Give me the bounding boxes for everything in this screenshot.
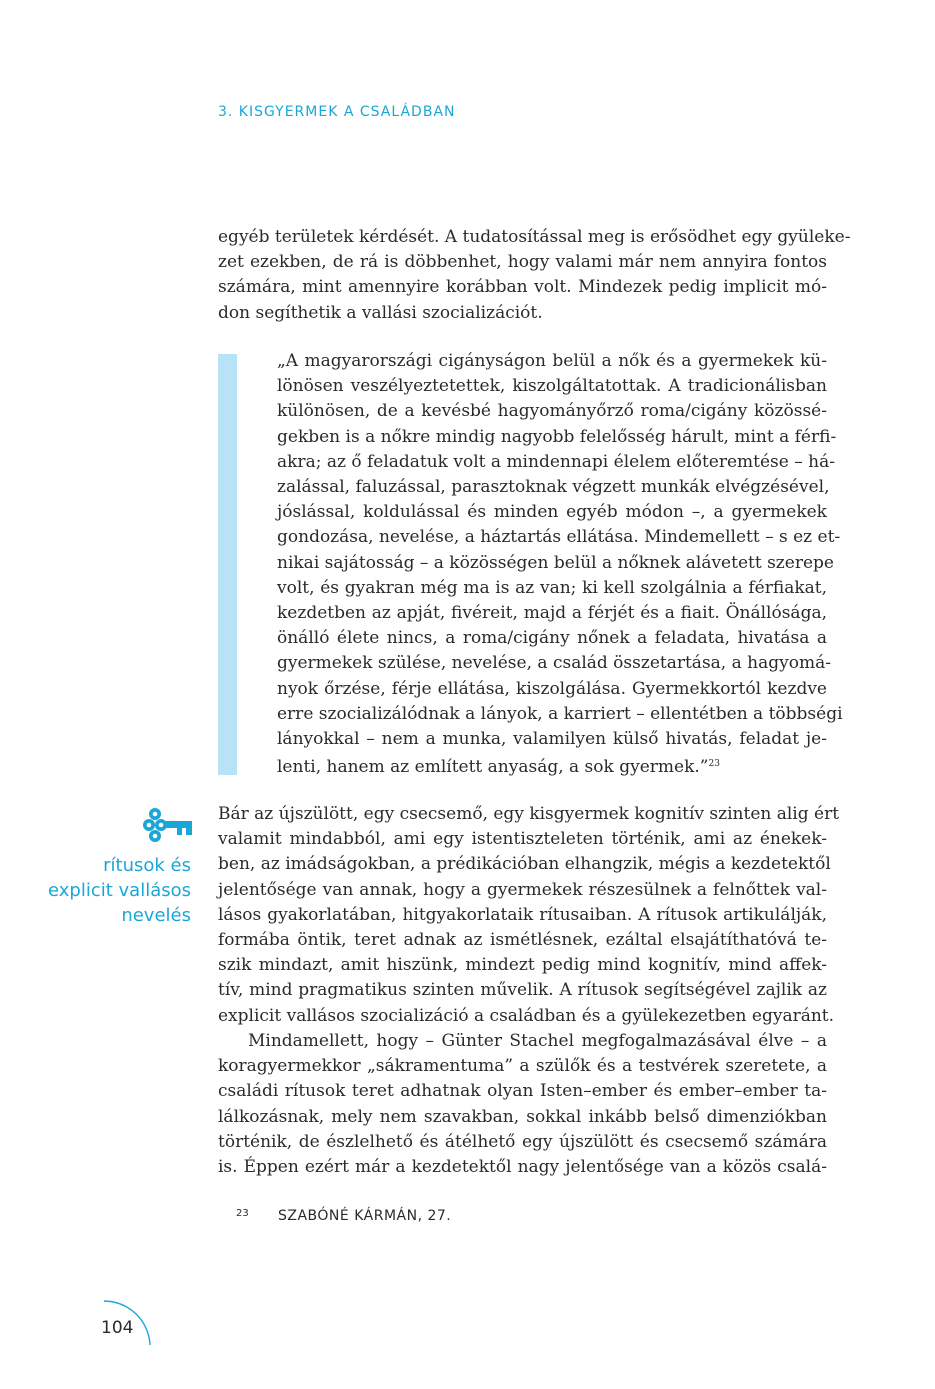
text-line: valamit mindabból, ami egy istentiszteleten történik, ami az énekek- bbox=[218, 829, 827, 850]
text-line: zet ezekben, de rá is döbbenhet, hogy valami már nem annyira fontos bbox=[218, 252, 827, 273]
side-note bbox=[20, 853, 191, 928]
quote-line bbox=[277, 752, 827, 780]
text-line: számára, mint amennyire korábban volt. Mindezek pedig implicit mó- bbox=[218, 277, 827, 298]
quote-bar bbox=[218, 354, 237, 775]
quote-line: különösen, de a kevésbé hagyományőrző roma/cigány közössé- bbox=[277, 401, 827, 422]
text-line: családi rítusok teret adhatnak olyan Isten–ember és ember–ember ta- bbox=[218, 1081, 827, 1102]
paragraph-family-rites bbox=[218, 1029, 827, 1180]
chapter-header: 3. KISGYERMEK A CSALÁDBAN bbox=[218, 104, 456, 120]
text-line: jelentősége van annak, hogy a gyermekek részesülnek a felnőttek val- bbox=[218, 879, 827, 900]
text-line: don segíthetik a vallási szocializációt. bbox=[218, 302, 543, 323]
text-line: szik mindazt, amit hiszünk, mindezt pedig mind kognitív, mind affek- bbox=[218, 955, 827, 976]
text-line: egyéb területek kérdését. A tudatosítással meg is erősödhet egy gyüleke- bbox=[218, 227, 851, 247]
quote-line: zalással, faluzással, parasztoknak végzett munkák elvégzésével, bbox=[277, 477, 830, 498]
paragraph-rites bbox=[218, 802, 840, 1029]
quote-line: „A magyarországi cigányságon belül a nők és a gyermekek kü- bbox=[277, 351, 827, 371]
text-line: is. Éppen ezért már a kezdetektől nagy jelentősége van a közös csalá- bbox=[218, 1157, 827, 1178]
paragraph-intro bbox=[218, 225, 851, 326]
quote-line: volt, és gyakran még ma is az van; ki kell szolgálnia a férfiakat, bbox=[277, 577, 827, 598]
text-line: történik, de észlelhető és átélhető egy újszülött és csecsemő számára bbox=[218, 1131, 827, 1152]
quote-line: akra; az ő feladatuk volt a mindennapi élelem előteremtése – há- bbox=[277, 451, 835, 472]
page-number: 104 bbox=[101, 1318, 134, 1338]
quote-line: nikai sajátosság – a közösségen belül a nőknek alávetett szerepe bbox=[277, 552, 834, 573]
text-line: formába öntik, teret adnak az ismétlésnek, ezáltal elsajátíthatóvá te- bbox=[218, 930, 827, 951]
quote-line: lányokkal – nem a munka, valamilyen külső hivatás, feladat je- bbox=[277, 729, 827, 750]
side-note-line: nevelés bbox=[121, 905, 191, 926]
text-line: Mindamellett, hogy – Günter Stachel megfogalmazásával élve – a bbox=[248, 1031, 827, 1051]
text-line: koragyermekkor „sákramentuma” a szülők és a testvérek szeretete, a bbox=[218, 1056, 827, 1077]
text-line: ben, az imádságokban, a prédikációban elhangzik, mégis a kezdetektől bbox=[218, 854, 831, 875]
quote-line: gyermekek szülése, nevelése, a család összetartása, a hagyomá- bbox=[277, 653, 831, 674]
quote-line: gekben is a nőkre mindig nagyobb felelősség hárult, mint a férfi- bbox=[277, 426, 837, 447]
text-line: explicit vallásos szocializáció a családban és a gyülekezetben egyaránt. bbox=[218, 1005, 835, 1026]
footnote-ref[interactable]: 23 bbox=[708, 759, 720, 770]
text-line: lálkozásnak, mely nem szavakban, sokkal inkább belső dimenziókban bbox=[218, 1106, 827, 1127]
quote-line: gondozása, nevelése, a háztartás ellátása. Mindemellett – s ez et- bbox=[277, 527, 841, 548]
quote-line: önálló élete nincs, a roma/cigány nőnek a feladata, hivatása a bbox=[277, 628, 827, 649]
quote-line-text: lenti, hanem az említett anyaság, a sok gyermek.” bbox=[277, 757, 709, 778]
quote-line: lönösen veszélyeztetettek, kiszolgáltatottak. A tradicionálisban bbox=[277, 376, 827, 397]
side-note-line: rítusok és bbox=[103, 855, 191, 876]
key-icon bbox=[141, 806, 193, 846]
footnote-text: SZABÓNÉ KÁRMÁN, 27. bbox=[278, 1208, 452, 1224]
quote-line: jóslással, koldulással és minden egyéb módon –, a gyermekek bbox=[277, 502, 827, 523]
text-line: lásos gyakorlatában, hitgyakorlataik rítusaiban. A rítusok artikulálják, bbox=[218, 904, 827, 925]
quote-line: erre szocializálódnak a lányok, a karriert – ellentétben a többségi bbox=[277, 703, 843, 724]
footnote-number: 23 bbox=[236, 1208, 249, 1219]
block-quote bbox=[277, 349, 843, 780]
text-line: tív, mind pragmatikus szinten művelik. A rítusok segítségével zajlik az bbox=[218, 980, 827, 1001]
quote-line: kezdetben az apját, fivéreit, majd a férjét és a fiait. Önállósága, bbox=[277, 603, 827, 624]
quote-line: nyok őrzése, férje ellátása, kiszolgálása. Gyermekkortól kezdve bbox=[277, 678, 827, 699]
text-line: Bár az újszülött, egy csecsemő, egy kisgyermek kognitív szinten alig ért bbox=[218, 804, 840, 824]
side-note-line: explicit vallásos bbox=[48, 880, 191, 901]
